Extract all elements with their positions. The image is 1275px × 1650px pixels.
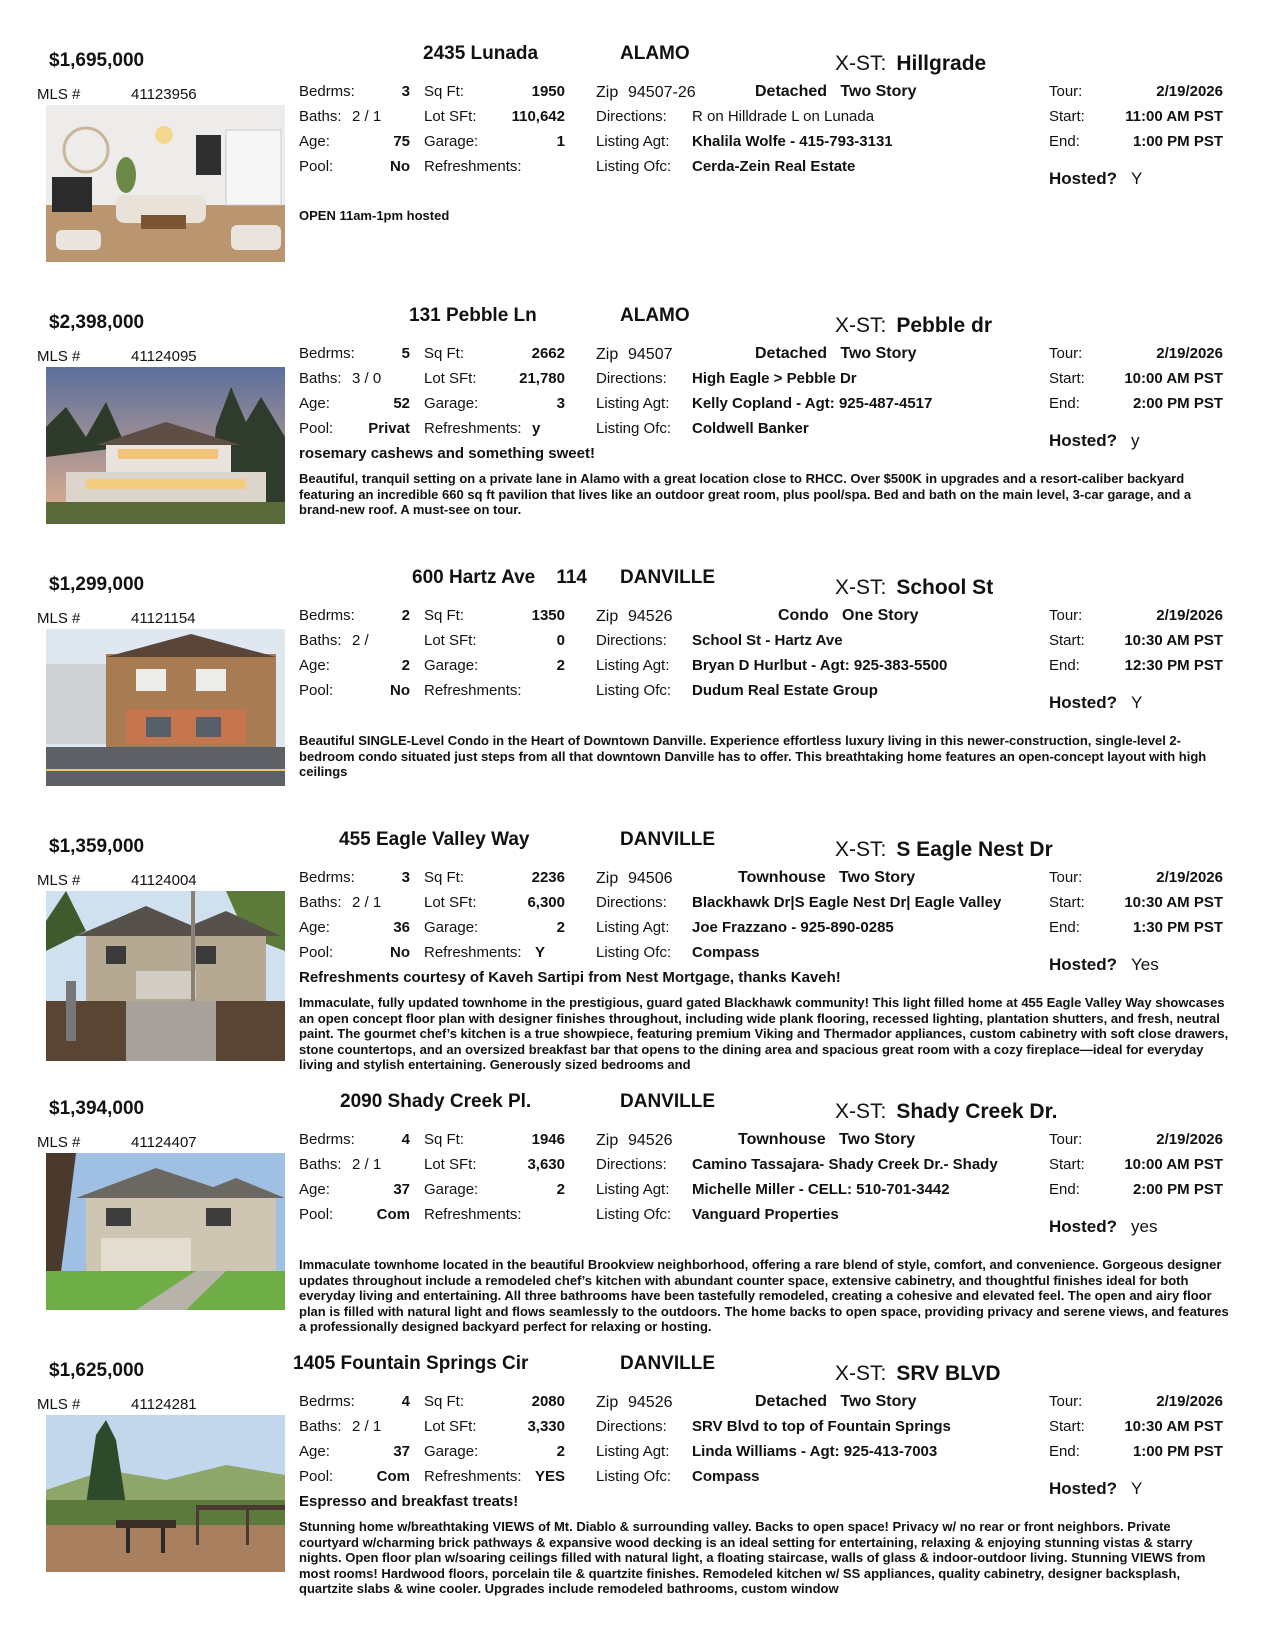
- listing-agt-label: Listing Agt:: [596, 1443, 670, 1460]
- bedrms-value: 3: [401, 83, 410, 100]
- start-label: Start:: [1049, 1418, 1085, 1435]
- refreshments-value: y: [532, 420, 541, 437]
- listing-agt-label: Listing Agt:: [596, 919, 670, 936]
- baths-label: Baths:: [299, 1156, 342, 1173]
- mls-label: MLS #: [37, 610, 81, 627]
- baths-label: Baths:: [299, 370, 342, 387]
- lotsft-label: Lot SFt:: [424, 632, 477, 649]
- start-time: 10:00 AM PST: [1124, 1156, 1223, 1173]
- xst-value: S Eagle Nest Dr: [896, 838, 1053, 861]
- listing-agt-label: Listing Agt:: [596, 133, 670, 150]
- type-value: Townhouse: [738, 1131, 826, 1148]
- listing-city: ALAMO: [620, 43, 690, 64]
- listing-address: [412, 567, 587, 589]
- tour-label: Tour:: [1049, 345, 1083, 362]
- baths-value: 2 / 1: [352, 1418, 382, 1435]
- listing-city: DANVILLE: [620, 567, 715, 588]
- xst-label: X-ST:: [835, 52, 887, 75]
- listing-price: $1,394,000: [49, 1098, 145, 1119]
- start-time: 10:30 AM PST: [1124, 632, 1223, 649]
- listing-photo: [46, 629, 285, 786]
- zip-value: 94526: [628, 608, 673, 625]
- mls-number: 41121154: [131, 610, 196, 627]
- stories-value: Two Story: [840, 1393, 917, 1410]
- hosted-label: Hosted?: [1049, 1479, 1117, 1498]
- cross-street: [835, 314, 992, 338]
- hosted-value: Y: [1131, 1479, 1143, 1498]
- directions-value: R on Hilldrade L on Lunada: [692, 108, 875, 125]
- listing-card: [0, 824, 1275, 1086]
- lotsft-label: Lot SFt:: [424, 1418, 477, 1435]
- zip-label: Zip: [596, 346, 619, 363]
- listing-agt-value: Michelle Miller - CELL: 510-701-3442: [692, 1181, 950, 1198]
- property-type: [738, 869, 915, 887]
- listing-city: ALAMO: [620, 305, 690, 326]
- age-label: Age:: [299, 1181, 330, 1198]
- mls-label: MLS #: [37, 1396, 81, 1413]
- xst-value: School St: [896, 576, 994, 599]
- hosted-value: y: [1131, 431, 1140, 450]
- age-value: 52: [393, 395, 410, 412]
- listing-remarks: Stunning home w/breathtaking VIEWS of Mt. Diablo & surrounding valley. Backs to open space! Privacy w/ no rear or front neighbors. Private courtyard w/charming brick pathways & expansive wood decking is an ideal setting for entertaining, relaxing & enjoying stunning vistas & starry nights. Open floor plan w/soaring ceilings filled with natural light, a floating staircase, walls of glass & indoor-outdoor living. Stunning VIEWS from most rooms! Hardwood floors, porcelain tile & quartzite finishes. Remodeled kitchen w/ SS appliances, quality cabinetry, designer backsplash, quartzite slabs & wine cooler. Upgrades include remodeled bathrooms, custom window: [299, 1519, 1206, 1597]
- cross-street: [835, 838, 1053, 862]
- baths-label: Baths:: [299, 894, 342, 911]
- bedrms-label: Bedrms:: [299, 869, 355, 886]
- sqft-label: Sq Ft:: [424, 83, 465, 100]
- listing-remarks: Beautiful SINGLE-Level Condo in the Heart of Downtown Danville. Experience effortless luxury living in this newer-construction, single-level 2-bedroom condo situated just steps from all that downtown Danville has to offer. This breathtaking home features an open-concept layout with high ceilings: [299, 733, 1207, 780]
- type-value: Detached: [755, 345, 828, 362]
- age-value: 37: [393, 1443, 410, 1460]
- end-time: 12:30 PM PST: [1124, 657, 1223, 674]
- directions-label: Directions:: [596, 370, 667, 387]
- xst-value: Pebble dr: [896, 314, 993, 337]
- age-label: Age:: [299, 657, 330, 674]
- tour-date: 2/19/2026: [1156, 607, 1223, 624]
- listing-photo: [46, 367, 285, 524]
- bedrms-label: Bedrms:: [299, 1393, 355, 1410]
- age-label: Age:: [299, 133, 330, 150]
- xst-value: Hillgrade: [896, 52, 987, 75]
- baths-label: Baths:: [299, 632, 342, 649]
- directions-label: Directions:: [596, 1156, 667, 1173]
- tour-label: Tour:: [1049, 1393, 1083, 1410]
- mls-label: MLS #: [37, 872, 81, 889]
- listing-city: DANVILLE: [620, 829, 715, 850]
- type-value: Townhouse: [738, 869, 826, 886]
- garage-label: Garage:: [424, 133, 479, 150]
- sqft-label: Sq Ft:: [424, 345, 465, 362]
- listing-remarks: OPEN 11am-1pm hosted: [299, 208, 450, 223]
- pool-label: Pool:: [299, 944, 334, 961]
- baths-value: 2 /: [352, 632, 369, 649]
- start-label: Start:: [1049, 894, 1085, 911]
- zip-value: 94526: [628, 1394, 673, 1411]
- mls-number: 41124004: [131, 872, 197, 889]
- sqft-value: 1350: [531, 607, 565, 624]
- end-label: End:: [1049, 133, 1080, 150]
- sqft-value: 1946: [531, 1131, 565, 1148]
- listing-ofc-value: Cerda-Zein Real Estate: [692, 158, 856, 175]
- address-street: 600 Hartz Ave: [412, 567, 536, 588]
- xst-label: X-ST:: [835, 1362, 887, 1385]
- hosted-value: Y: [1131, 693, 1143, 712]
- garage-value: 1: [556, 133, 565, 150]
- baths-value: 2 / 1: [352, 1156, 382, 1173]
- refreshments-label: Refreshments:: [424, 158, 522, 175]
- garage-value: 2: [556, 657, 565, 674]
- baths-label: Baths:: [299, 108, 342, 125]
- xst-label: X-ST:: [835, 576, 887, 599]
- sqft-value: 2662: [531, 345, 565, 362]
- listing-ofc-value: Coldwell Banker: [692, 420, 809, 437]
- listing-address: 455 Eagle Valley Way: [339, 829, 530, 850]
- mls-number: 41124407: [131, 1134, 197, 1151]
- mls-label: MLS #: [37, 348, 81, 365]
- hosted-value: Y: [1131, 169, 1143, 188]
- garage-label: Garage:: [424, 1443, 479, 1460]
- property-type: [755, 1393, 917, 1411]
- garage-value: 2: [556, 1181, 565, 1198]
- garage-value: 3: [556, 395, 565, 412]
- end-time: 2:00 PM PST: [1132, 1181, 1223, 1198]
- pool-value: No: [390, 682, 410, 699]
- type-value: Detached: [755, 1393, 828, 1410]
- garage-label: Garage:: [424, 919, 479, 936]
- stories-value: Two Story: [839, 1131, 916, 1148]
- hosted-value: yes: [1131, 1217, 1158, 1236]
- end-label: End:: [1049, 919, 1080, 936]
- listing-agt-value: Khalila Wolfe - 415-793-3131: [692, 133, 893, 150]
- mls-label: MLS #: [37, 86, 81, 103]
- property-type: [755, 345, 917, 363]
- start-time: 10:30 AM PST: [1124, 894, 1223, 911]
- bedrms-value: 4: [401, 1131, 410, 1148]
- tour-date: 2/19/2026: [1156, 1131, 1223, 1148]
- lotsft-value: 3,630: [527, 1156, 565, 1173]
- directions-value: Blackhawk Dr|S Eagle Nest Dr| Eagle Valley: [692, 894, 1002, 911]
- property-type: [755, 83, 917, 101]
- age-value: 36: [393, 919, 410, 936]
- sqft-label: Sq Ft:: [424, 869, 465, 886]
- age-label: Age:: [299, 1443, 330, 1460]
- listing-address: 1405 Fountain Springs Cir: [293, 1353, 529, 1374]
- tour-label: Tour:: [1049, 1131, 1083, 1148]
- garage-label: Garage:: [424, 1181, 479, 1198]
- listing-agt-label: Listing Agt:: [596, 657, 670, 674]
- listing-ofc-label: Listing Ofc:: [596, 1206, 672, 1223]
- listing-card: [0, 300, 1275, 562]
- lotsft-value: 6,300: [527, 894, 565, 911]
- zip-label: Zip: [596, 870, 619, 887]
- directions-value: High Eagle > Pebble Dr: [692, 370, 857, 387]
- listing-ofc-value: Compass: [692, 1468, 760, 1485]
- age-value: 37: [393, 1181, 410, 1198]
- listing-price: $1,625,000: [49, 1360, 145, 1381]
- sqft-value: 2080: [531, 1393, 565, 1410]
- cross-street: [835, 1100, 1057, 1124]
- listing-photo: [46, 105, 285, 262]
- listing-city: DANVILLE: [620, 1091, 715, 1112]
- refreshments-value: YES: [535, 1468, 566, 1485]
- listing-card: [0, 1086, 1275, 1348]
- xst-value: Shady Creek Dr.: [896, 1100, 1058, 1123]
- zip-value: 94507-26: [628, 84, 696, 101]
- cross-street: [835, 576, 993, 600]
- listing-photo: [46, 1415, 285, 1572]
- listing-agt-value: Kelly Copland - Agt: 925-487-4517: [692, 395, 933, 412]
- hosted-label: Hosted?: [1049, 693, 1117, 712]
- zip-value: 94526: [628, 1132, 673, 1149]
- baths-value: 2 / 1: [352, 894, 382, 911]
- pool-value: Com: [376, 1468, 410, 1485]
- tour-date: 2/19/2026: [1156, 83, 1223, 100]
- end-label: End:: [1049, 657, 1080, 674]
- listing-agt-value: Linda Williams - Agt: 925-413-7003: [692, 1443, 938, 1460]
- start-label: Start:: [1049, 370, 1085, 387]
- refreshments-label: Refreshments:: [424, 1468, 522, 1485]
- start-label: Start:: [1049, 1156, 1085, 1173]
- pool-value: Com: [376, 1206, 410, 1223]
- start-label: Start:: [1049, 632, 1085, 649]
- bedrms-value: 3: [401, 869, 410, 886]
- directions-label: Directions:: [596, 108, 667, 125]
- listing-ofc-value: Vanguard Properties: [692, 1206, 839, 1223]
- end-time: 1:00 PM PST: [1132, 133, 1223, 150]
- pool-label: Pool:: [299, 420, 334, 437]
- mls-number: 41123956: [131, 86, 197, 103]
- listing-price: $2,398,000: [49, 312, 145, 333]
- xst-label: X-ST:: [835, 838, 887, 861]
- garage-label: Garage:: [424, 395, 479, 412]
- mls-number: 41124281: [131, 1396, 197, 1413]
- bedrms-label: Bedrms:: [299, 607, 355, 624]
- pool-value: Privat: [368, 420, 410, 437]
- bedrms-label: Bedrms:: [299, 345, 355, 362]
- stories-value: One Story: [842, 607, 919, 624]
- lotsft-label: Lot SFt:: [424, 108, 477, 125]
- listing-photo: [46, 891, 285, 1061]
- listing-agt-label: Listing Agt:: [596, 395, 670, 412]
- listing-address: 2435 Lunada: [423, 43, 539, 64]
- hosted-label: Hosted?: [1049, 1217, 1117, 1236]
- pool-value: No: [390, 158, 410, 175]
- tour-label: Tour:: [1049, 607, 1083, 624]
- baths-value: 3 / 0: [352, 370, 382, 387]
- listing-agt-label: Listing Agt:: [596, 1181, 670, 1198]
- garage-label: Garage:: [424, 657, 479, 674]
- age-value: 2: [401, 657, 410, 674]
- listing-ofc-label: Listing Ofc:: [596, 1468, 672, 1485]
- garage-value: 2: [556, 919, 565, 936]
- lotsft-value: 3,330: [527, 1418, 565, 1435]
- baths-label: Baths:: [299, 1418, 342, 1435]
- age-label: Age:: [299, 395, 330, 412]
- start-time: 11:00 AM PST: [1125, 108, 1223, 125]
- sqft-value: 2236: [531, 869, 565, 886]
- pool-label: Pool:: [299, 1206, 334, 1223]
- start-label: Start:: [1049, 108, 1085, 125]
- listing-price: $1,695,000: [49, 50, 145, 71]
- end-time: 2:00 PM PST: [1132, 395, 1223, 412]
- pool-label: Pool:: [299, 682, 334, 699]
- garage-value: 2: [556, 1443, 565, 1460]
- hosted-label: Hosted?: [1049, 955, 1117, 974]
- sqft-label: Sq Ft:: [424, 607, 465, 624]
- zip-label: Zip: [596, 1132, 619, 1149]
- listing-ofc-value: Dudum Real Estate Group: [692, 682, 878, 699]
- tour-date: 2/19/2026: [1156, 869, 1223, 886]
- directions-value: School St - Hartz Ave: [692, 632, 843, 649]
- lotsft-label: Lot SFt:: [424, 370, 477, 387]
- bedrms-value: 2: [401, 607, 410, 624]
- cross-street: [835, 52, 986, 76]
- bedrms-label: Bedrms:: [299, 83, 355, 100]
- sqft-value: 1950: [531, 83, 565, 100]
- listing-card: [0, 38, 1275, 300]
- tour-date: 2/19/2026: [1156, 1393, 1223, 1410]
- zip-label: Zip: [596, 1394, 619, 1411]
- pool-label: Pool:: [299, 158, 334, 175]
- stories-value: Two Story: [840, 345, 917, 362]
- listing-ofc-label: Listing Ofc:: [596, 682, 672, 699]
- property-type: [738, 1131, 915, 1149]
- refreshments-label: Refreshments:: [424, 420, 522, 437]
- tour-label: Tour:: [1049, 83, 1083, 100]
- refreshments-label: Refreshments:: [424, 944, 522, 961]
- end-time: 1:30 PM PST: [1132, 919, 1223, 936]
- listing-remarks: Immaculate, fully updated townhome in the prestigious, guard gated Blackhawk community! This light filled home at 455 Eagle Valley Way showcases an open concept floor plan with designer finishes throughout, including wide plank flooring, recessed lighting, plantation shutters, and fresh, neutral paint. The gourmet chef’s kitchen is a true showpiece, featuring premium Viking and Thermador appliances, custom cabinetry with soft close drawers, stone countertops, and an oversized breakfast bar that opens to the dining area and spacious great room with a cozy fireplace—ideal for everyday living and stylish entertaining. Generously sized bedrooms and: [299, 995, 1229, 1073]
- hosted-label: Hosted?: [1049, 431, 1117, 450]
- stories-value: Two Story: [840, 83, 917, 100]
- listing-ofc-value: Compass: [692, 944, 760, 961]
- type-value: Condo: [778, 607, 829, 624]
- xst-value: SRV BLVD: [896, 1362, 1001, 1385]
- listing-ofc-label: Listing Ofc:: [596, 944, 672, 961]
- tour-label: Tour:: [1049, 869, 1083, 886]
- property-type: [778, 607, 918, 625]
- tour-date: 2/19/2026: [1156, 345, 1223, 362]
- end-time: 1:00 PM PST: [1132, 1443, 1223, 1460]
- listing-price: $1,359,000: [49, 836, 145, 857]
- listing-remarks: Immaculate townhome located in the beautiful Brookview neighborhood, offering a rare blend of style, comfort, and convenience. Gorgeous designer updates throughout include a remodeled chef’s kitchen with abundant counter space, extensive cabinetry, and thoughtful finishes ideal for both everyday living and entertaining. All three bathrooms have been tastefully remodeled, creating a cohesive and elevated feel. The open and airy floor plan is filled with natural light and flows seamlessly to the outdoors. The home backs to open space, providing privacy and serene views, and features a professionally designed backyard perfect for relaxing or hosting.: [299, 1257, 1229, 1335]
- end-label: End:: [1049, 1181, 1080, 1198]
- listing-city: DANVILLE: [620, 1353, 715, 1374]
- listing-price: $1,299,000: [49, 574, 145, 595]
- age-label: Age:: [299, 919, 330, 936]
- listing-note: Espresso and breakfast treats!: [299, 1493, 519, 1510]
- refreshments-label: Refreshments:: [424, 1206, 522, 1223]
- mls-label: MLS #: [37, 1134, 81, 1151]
- listing-ofc-label: Listing Ofc:: [596, 158, 672, 175]
- directions-value: Camino Tassajara- Shady Creek Dr.- Shady: [692, 1156, 998, 1173]
- listing-address: 2090 Shady Creek Pl.: [340, 1091, 532, 1112]
- directions-label: Directions:: [596, 632, 667, 649]
- listing-agt-value: Bryan D Hurlbut - Agt: 925-383-5500: [692, 657, 948, 674]
- listing-card: [0, 562, 1275, 824]
- listing-note: rosemary cashews and something sweet!: [299, 445, 595, 462]
- listing-ofc-label: Listing Ofc:: [596, 420, 672, 437]
- pool-label: Pool:: [299, 1468, 334, 1485]
- listing-note: Refreshments courtesy of Kaveh Sartipi from Nest Mortgage, thanks Kaveh!: [299, 969, 841, 986]
- listing-agt-value: Joe Frazzano - 925-890-0285: [692, 919, 894, 936]
- lotsft-value: 0: [556, 632, 565, 649]
- mls-number: 41124095: [131, 348, 197, 365]
- listing-card: [0, 1348, 1275, 1610]
- listing-remarks: Beautiful, tranquil setting on a private lane in Alamo with a great location close to RHCC. Over $500K in upgrades and a resort-caliber backyard featuring an incredible 660 sq ft pavilion that lives like an outdoor great room, plus pool/spa. Bed and bath on the main level, 3-car garage, and a brand-new roof. A must-see on tour.: [299, 471, 1192, 518]
- end-label: End:: [1049, 395, 1080, 412]
- directions-label: Directions:: [596, 894, 667, 911]
- bedrms-value: 4: [401, 1393, 410, 1410]
- stories-value: Two Story: [839, 869, 916, 886]
- cross-street: [835, 1362, 1001, 1386]
- hosted-label: Hosted?: [1049, 169, 1117, 188]
- xst-label: X-ST:: [835, 314, 887, 337]
- zip-value: 94507: [628, 346, 673, 363]
- zip-label: Zip: [596, 608, 619, 625]
- directions-label: Directions:: [596, 1418, 667, 1435]
- zip-value: 94506: [628, 870, 673, 887]
- pool-value: No: [390, 944, 410, 961]
- sqft-label: Sq Ft:: [424, 1393, 465, 1410]
- refreshments-label: Refreshments:: [424, 682, 522, 699]
- refreshments-value: Y: [535, 944, 546, 961]
- xst-label: X-ST:: [835, 1100, 887, 1123]
- age-value: 75: [393, 133, 410, 150]
- baths-value: 2 / 1: [352, 108, 382, 125]
- listing-address: 131 Pebble Ln: [409, 305, 537, 326]
- lotsft-label: Lot SFt:: [424, 894, 477, 911]
- listing-photo: [46, 1153, 285, 1310]
- sqft-label: Sq Ft:: [424, 1131, 465, 1148]
- directions-value: SRV Blvd to top of Fountain Springs: [692, 1418, 951, 1435]
- lotsft-value: 21,780: [519, 370, 565, 387]
- type-value: Detached: [755, 83, 828, 100]
- bedrms-label: Bedrms:: [299, 1131, 355, 1148]
- start-time: 10:00 AM PST: [1124, 370, 1223, 387]
- hosted-value: Yes: [1131, 955, 1159, 974]
- zip-label: Zip: [596, 84, 619, 101]
- end-label: End:: [1049, 1443, 1080, 1460]
- bedrms-value: 5: [401, 345, 410, 362]
- lotsft-label: Lot SFt:: [424, 1156, 477, 1173]
- start-time: 10:30 AM PST: [1124, 1418, 1223, 1435]
- address-unit: 114: [556, 567, 587, 588]
- lotsft-value: 110,642: [511, 108, 565, 125]
